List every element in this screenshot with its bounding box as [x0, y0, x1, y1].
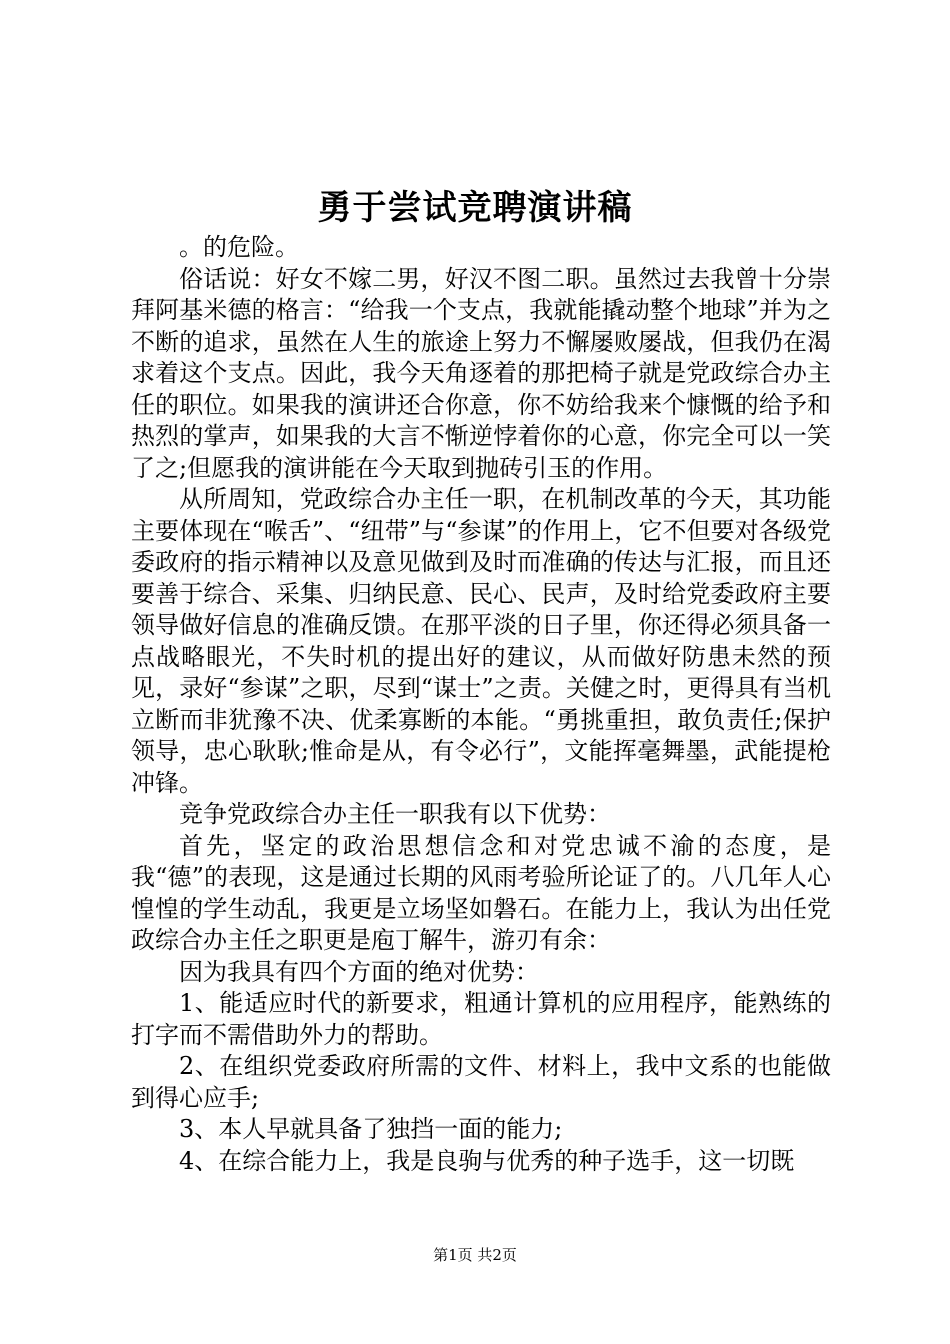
paragraph: 首先，坚定的政治思想信念和对党忠诚不渝的态度，是我“德”的表现，这是通过长期的风雨考验所论证了的。八几年人心惶惶的学生动乱，我更是立场坚如磐石。在能力上，我认为出任党政综合办主任之职更是庖丁解牛，游刃有余：	[131, 831, 831, 954]
paragraph: 2、在组织党委政府所需的文件、材料上，我中文系的也能做到得心应手;	[131, 1052, 831, 1112]
paragraph: 1、能适应时代的新要求，粗通计算机的应用程序，能熟练的打字而不需借助外力的帮助。	[131, 989, 831, 1049]
paragraph: 4、在综合能力上，我是良驹与优秀的种子选手，这一切既	[179, 1146, 795, 1175]
paragraph: 俗话说：好女不嫁二男，好汉不图二职。虽然过去我曾十分崇拜阿基米德的格言：“给我一个支点，我就能撬动整个地球”并为之不断的追求，虽然在人生的旅途上努力不懈屡败屡战，但我仍在渴求着这个支点。因此，我今天角逐着的那把椅子就是党政综合办主任的职位。如果我的演讲还合你意，你不妨给我来个慷慨的给予和热烈的掌声，如果我的大言不惭逆悖着你的心意，你完全可以一笑了之;但愿我的演讲能在今天取到抛砖引玉的作用。	[131, 264, 831, 482]
paragraph: 从所周知，党政综合办主任一职，在机制改革的今天，其功能主要体现在“喉舌”、“纽带”与“参谋”的作用上，它不但要对各级党委政府的指示精神以及意见做到及时而准确的传达与汇报，而且还要善于综合、采集、归纳民意、民心、民声，及时给党委政府主要领导做好信息的准确反馈。在那平淡的日子里，你还得必须具备一点战略眼光，不失时机的提出好的建议，从而做好防患未然的预见，录好“参谋”之职，尽到“谋士”之责。关健之时，更得具有当机立断而非犹豫不决、优柔寡断的本能。“勇挑重担，敢负责任;保护领导，忠心耿耿;惟命是从，有令必行”，文能挥毫舞墨，武能提枪冲锋。	[131, 485, 831, 797]
document-body	[131, 232, 831, 1177]
paragraph: 竞争党政综合办主任一职我有以下优势：	[179, 800, 611, 828]
paragraph: 。的危险。	[179, 233, 299, 261]
paragraph: 因为我具有四个方面的绝对优势：	[179, 957, 539, 986]
document-title: 勇于尝试竞聘演讲稿	[317, 188, 633, 228]
page-footer: 第1页 共2页	[433, 1246, 517, 1264]
paragraph: 3、本人早就具备了独挡一面的能力;	[179, 1115, 563, 1143]
